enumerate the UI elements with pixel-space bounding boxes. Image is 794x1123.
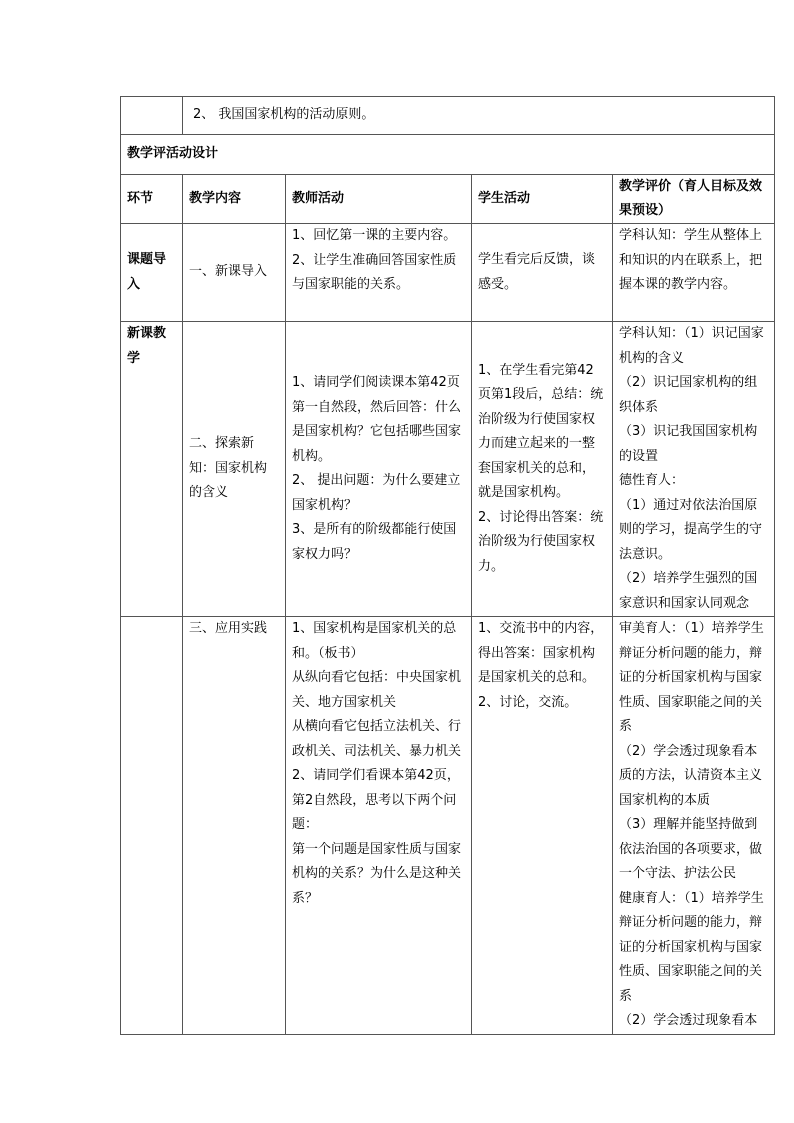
evaluation-line: （2）识记国家机构的组织体系 bbox=[619, 375, 758, 415]
student-cell bbox=[472, 322, 613, 617]
evaluation-cell bbox=[613, 224, 775, 322]
section-title-row bbox=[121, 135, 775, 175]
section-cell: 新课教学 bbox=[121, 322, 183, 617]
header-section: 环节 bbox=[121, 175, 183, 224]
teacher-line: 1、国家机构是国家机关的总和。（板书） bbox=[292, 621, 457, 661]
teacher-line: 2、让学生准确回答国家性质与国家职能的关系。 bbox=[292, 252, 457, 292]
evaluation-cell bbox=[613, 617, 775, 1035]
empty-cell bbox=[121, 97, 183, 135]
student-line: 2、讨论得出答案：统治阶级为行使国家权力。 bbox=[478, 509, 604, 574]
teacher-cell bbox=[286, 322, 472, 617]
header-evaluation: 教学评价（育人目标及效果预设） bbox=[613, 175, 775, 224]
content-cell: 二、探索新知：国家机构的含义 bbox=[183, 322, 286, 617]
teacher-line: 第一个问题是国家性质与国家机构的关系？为什么是这种关系？ bbox=[292, 841, 462, 906]
table-row bbox=[121, 224, 775, 322]
table-header-row bbox=[121, 175, 775, 224]
teacher-line: 从横向看它包括立法机关、行政机关、司法机关、暴力机关 bbox=[292, 719, 462, 759]
student-cell bbox=[472, 617, 613, 1035]
teacher-line: 2、请同学们看课本第42页，第2自然段，思考以下两个问题： bbox=[292, 768, 460, 832]
evaluation-line: （2）培养学生强烈的国家意识和国家认同观念 bbox=[619, 571, 758, 611]
evaluation-line: 德性育人： bbox=[619, 473, 685, 488]
header-teacher: 教师活动 bbox=[286, 175, 472, 224]
teacher-cell bbox=[286, 617, 472, 1035]
table-row bbox=[121, 322, 775, 617]
student-line: 1、交流书中的内容，得出答案：国家机构是国家机关的总和。 bbox=[478, 621, 604, 685]
section-cell bbox=[121, 617, 183, 1035]
teacher-line: 2、 提出问题：为什么要建立国家机构？ bbox=[292, 473, 461, 513]
content-cell: 一、新课导入 bbox=[183, 224, 286, 322]
student-line: 1、在学生看完第42页第1段后，总结：统治阶级为行使国家权力而建立起来的一整套国家机关的总和，就是国家机构。 bbox=[478, 362, 604, 501]
teacher-line: 3、是所有的阶级都能行使国家权力吗？ bbox=[292, 522, 457, 562]
student-line: 2、讨论，交流。 bbox=[478, 694, 578, 710]
evaluation-line: （3）理解并能坚持做到依法治国的各项要求，做一个守法、护法公民 bbox=[619, 817, 763, 881]
evaluation-line: 审美育人：（1）培养学生辩证分析问题的能力，辩证的分析国家机构与国家性质、国家职能之间的关系 bbox=[619, 621, 764, 734]
lesson-plan-page bbox=[120, 96, 774, 1035]
section-cell: 课题导入 bbox=[121, 224, 183, 322]
evaluation-line: （1）通过对依法治国原则的学习，提高学生的守法意识。 bbox=[619, 497, 763, 562]
evaluation-line: （3）识记我国国家机构的设置 bbox=[619, 424, 758, 464]
lesson-plan-table bbox=[120, 96, 775, 1035]
section-title: 教学评活动设计 bbox=[121, 135, 775, 175]
teacher-cell bbox=[286, 224, 472, 322]
evaluation-line: 学科认知：（1）识记国家机构的含义 bbox=[619, 326, 764, 366]
header-content: 教学内容 bbox=[183, 175, 286, 224]
evaluation-line: （2）学会透过现象看本 bbox=[619, 1013, 758, 1028]
evaluation-line: 学科认知：学生从整体上和知识的内在联系上，把握本课的教学内容。 bbox=[619, 228, 763, 292]
evaluation-cell bbox=[613, 322, 775, 617]
student-line: 学生看完后反馈，谈感受。 bbox=[478, 252, 596, 292]
student-cell bbox=[472, 224, 613, 322]
evaluation-line: （2）学会透过现象看本质的方法，认清资本主义国家机构的本质 bbox=[619, 743, 763, 808]
principle-row bbox=[121, 97, 775, 135]
header-student: 学生活动 bbox=[472, 175, 613, 224]
teacher-line: 从纵向看它包括：中央国家机关、地方国家机关 bbox=[292, 670, 462, 710]
evaluation-line: 健康育人：（1）培养学生辩证分析问题的能力，辩证的分析国家机构与国家性质、国家职能之间的关系 bbox=[619, 890, 764, 1004]
table-row bbox=[121, 617, 775, 1035]
principle-text: 2、 我国国家机构的活动原则。 bbox=[183, 97, 775, 135]
teacher-line: 1、请同学们阅读课本第42页第一自然段，然后回答：什么是国家机构？它包括哪些国家机构。 bbox=[292, 375, 462, 464]
teacher-line: 1、回忆第一课的主要内容。 bbox=[292, 228, 457, 243]
content-cell: 三、应用实践 bbox=[183, 617, 286, 1035]
